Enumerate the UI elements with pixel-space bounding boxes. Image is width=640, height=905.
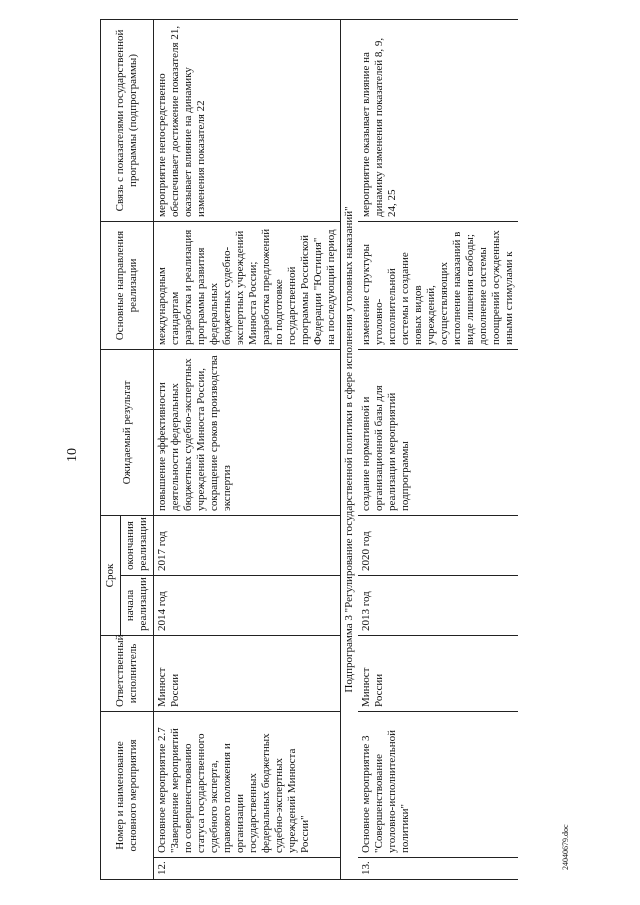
header-end: окончания реализации — [121, 515, 154, 575]
page-number: 10 — [65, 448, 80, 462]
header-start: начала реализации — [121, 575, 154, 635]
row-number: 13. — [358, 858, 518, 880]
measures-table — [100, 19, 518, 880]
rotated-page — [100, 20, 620, 880]
measure-link: мероприятие непосредственно обеспечивает достижение показателя 21, оказывает влияние на динамику изменения показателя 22 — [154, 19, 341, 221]
header-executor: Ответственный исполнитель — [101, 635, 154, 711]
table-row — [154, 19, 341, 879]
measure-directions: разработка и реализация программы развития федеральных бюджетных судебно-экспертных учреждений Минюста России; разработка предложений по подготовке государственной программы Российской Федерации "Юстиция" на последующий период — [182, 228, 337, 345]
table-row — [358, 19, 518, 879]
measure-name: Основное мероприятие 2.7 "Завершение мероприятий по совершенствованию статуса государственного судебного эксперта, правового положения и организации государственных федеральных бюджетных судебно-экспертных учреждений Минюста России" — [154, 711, 341, 857]
measure-directions: изменение структуры уголовно-исполнительной системы и создание новых видов учреждений, осуществляющих исполнение наказаний в виде лишения свободы; дополнение системы поощрений осужденных иными стимулами к — [358, 221, 518, 349]
header-link: Связь с показателями государственной программы (подпрограммы) — [101, 19, 154, 221]
measure-directions-cell — [154, 221, 341, 349]
header-directions: Основные направления реализации — [101, 221, 154, 349]
measure-end: 2017 год — [154, 515, 341, 575]
measure-executor: Минюст России — [358, 635, 518, 711]
measure-name: Основное мероприятие 3 "Совершенствование уголовно-исполнительной политики" — [358, 711, 518, 857]
file-name: 24040679.doc — [561, 824, 570, 870]
header-name: Номер и наименование основного мероприятия — [101, 711, 154, 879]
measure-start: 2014 год — [154, 575, 341, 635]
measure-link: мероприятие оказывает влияние на динамику изменения показателей 8, 9, 24, 25 — [358, 19, 518, 221]
measure-start: 2013 год — [358, 575, 518, 635]
subprogram-row — [341, 19, 359, 879]
subprogram-title: Подпрограмма 3 "Регулирование государственной политики в сфере исполнения уголовных наказаний" — [341, 19, 359, 879]
measure-result: повышение эффективности деятельности федеральных бюджетных судебно-экспертных учреждений Минюста России, сокращение сроков производства экспертиз — [154, 349, 341, 515]
header-term: Срок — [101, 515, 121, 635]
measure-result: создание нормативной и организационной базы для реализации мероприятий подпрограммы — [358, 349, 518, 515]
header-result: Ожидаемый результат — [101, 349, 154, 515]
continuation-text: международным стандартам — [156, 267, 181, 345]
row-number: 12. — [154, 858, 341, 880]
measure-end: 2020 год — [358, 515, 518, 575]
measure-executor: Минюст России — [154, 635, 341, 711]
